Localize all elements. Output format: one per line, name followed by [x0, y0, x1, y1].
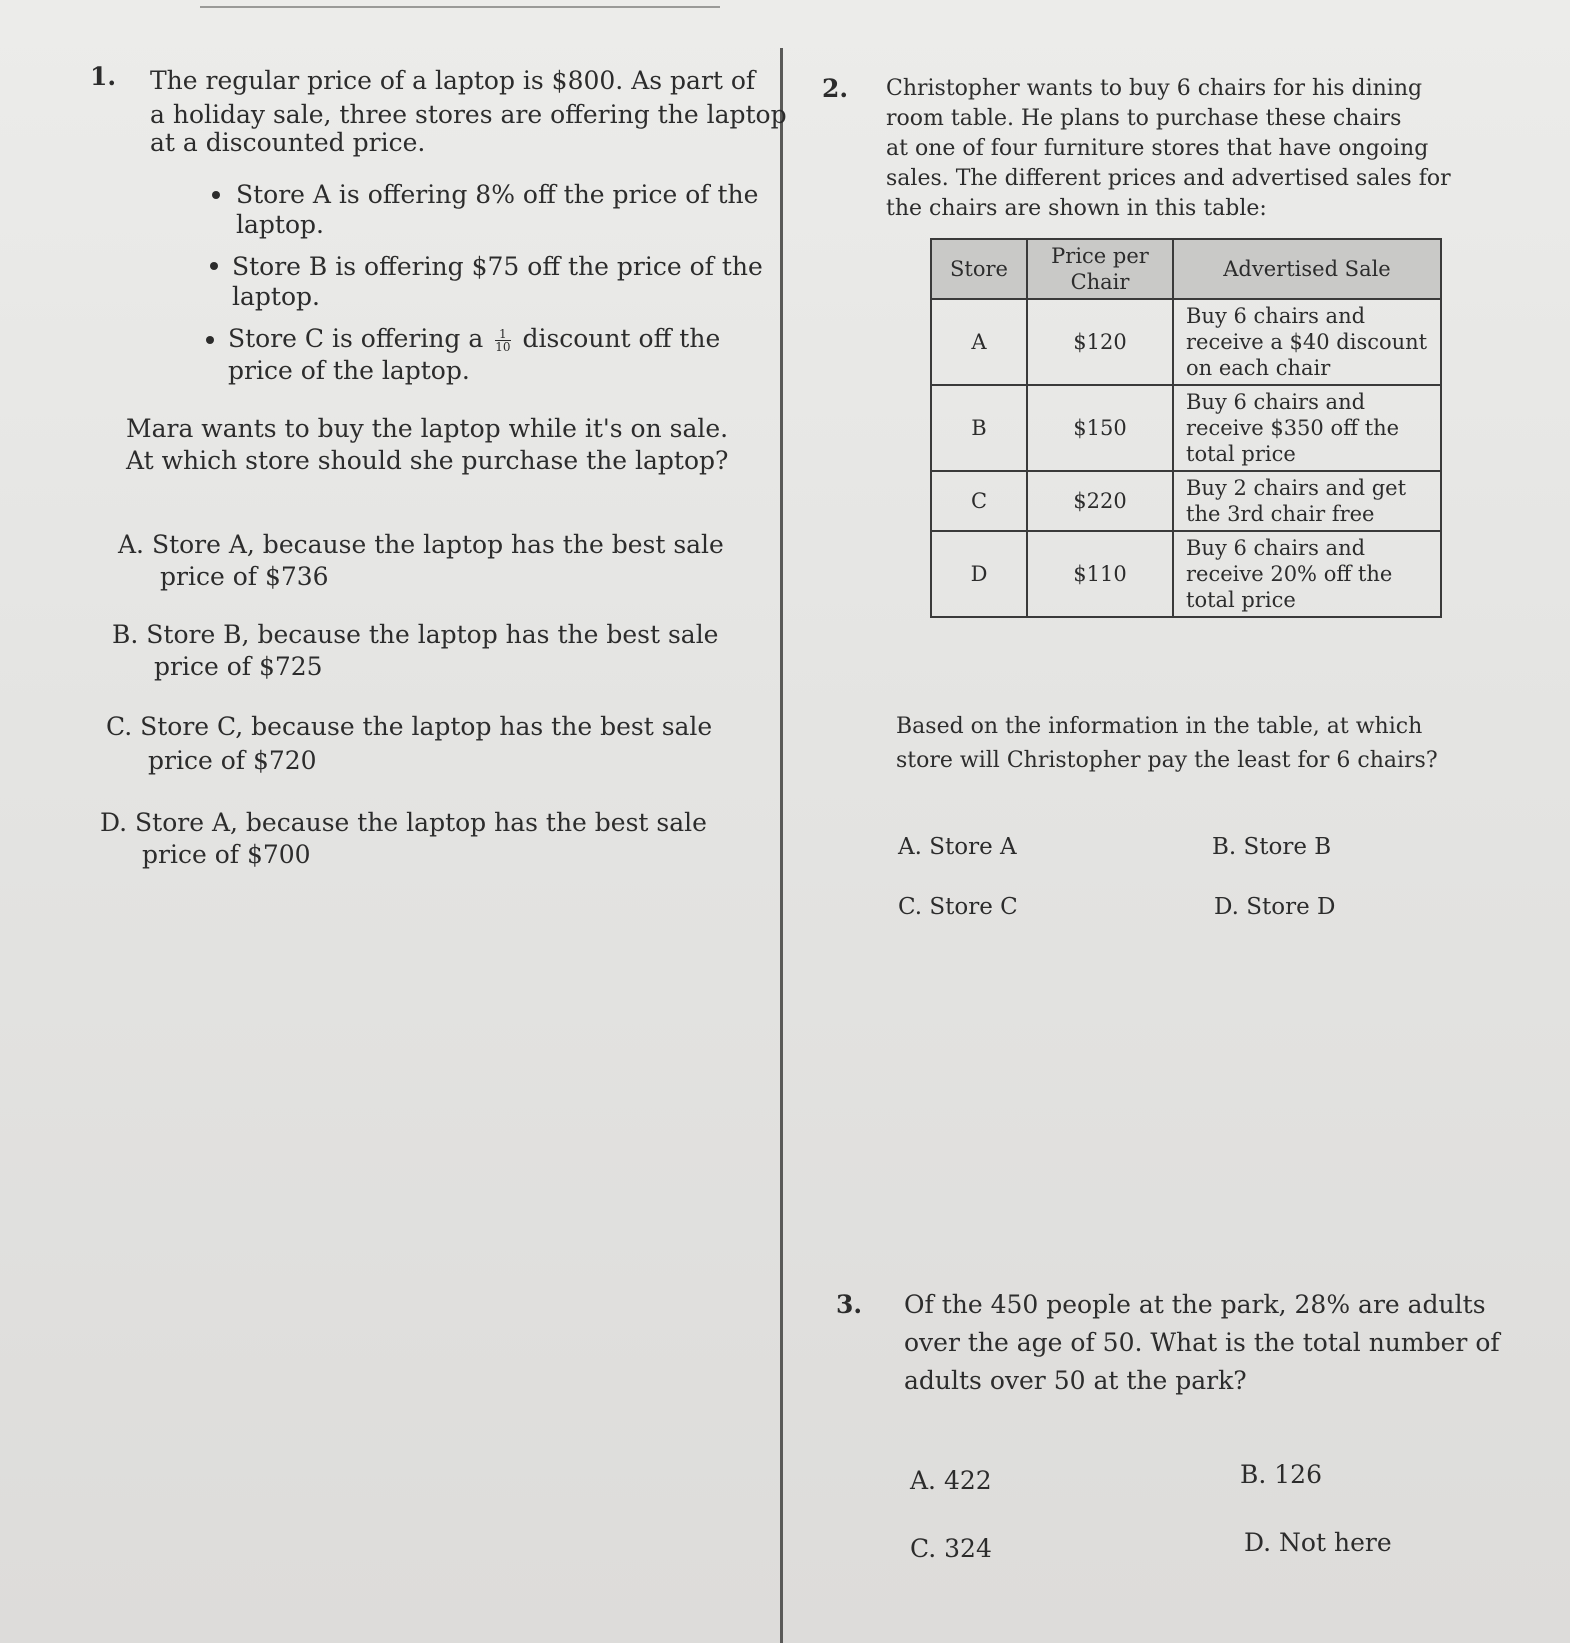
- table-header-row: [931, 239, 1441, 299]
- q1-bullet-c-line2: price of the laptop.: [228, 356, 470, 385]
- price-cell: $120: [1027, 299, 1173, 385]
- bullet-dot: [210, 262, 218, 270]
- q2-number: 2.: [822, 74, 849, 103]
- price-cell: $220: [1027, 471, 1173, 531]
- q1-option-a-line1[interactable]: A. Store A, because the laptop has the best sale: [118, 530, 724, 559]
- q1-intro-line2: a holiday sale, three stores are offering the laptop: [150, 100, 787, 129]
- q2-option-b[interactable]: B. Store B: [1212, 834, 1332, 860]
- table-row: [931, 531, 1441, 617]
- q1-option-d-line1[interactable]: D. Store A, because the laptop has the best sale: [100, 808, 707, 837]
- bullet-dot: [212, 191, 220, 199]
- q3-option-a[interactable]: A. 422: [910, 1466, 992, 1495]
- column-divider: [780, 48, 783, 1643]
- store-cell: A: [931, 299, 1027, 385]
- bullet-dot: [206, 336, 214, 344]
- q2-option-c[interactable]: C. Store C: [898, 894, 1018, 920]
- q1-question-line2: At which store should she purchase the laptop?: [126, 446, 729, 475]
- q2-intro-line5: the chairs are shown in this table:: [886, 196, 1267, 221]
- q2-intro-line4: sales. The different prices and advertised sales for: [886, 166, 1451, 191]
- q1-bullet-a-line2: laptop.: [236, 210, 324, 239]
- q2-option-a[interactable]: A. Store A: [898, 834, 1017, 860]
- sale-cell: Buy 6 chairs and receive $350 off the total price: [1173, 385, 1441, 471]
- q1-bullet-c-before: Store C is offering a: [228, 324, 484, 353]
- q1-bullet-b-line2: laptop.: [232, 282, 320, 311]
- header-price-per-chair: Price per Chair: [1027, 239, 1173, 299]
- q1-option-c-line2[interactable]: price of $720: [148, 746, 317, 775]
- sale-cell: Buy 2 chairs and get the 3rd chair free: [1173, 471, 1441, 531]
- q1-number: 1.: [90, 62, 117, 91]
- header-store: Store: [931, 239, 1027, 299]
- q3-question-line3: adults over 50 at the park?: [904, 1366, 1247, 1395]
- q1-option-c-line1[interactable]: C. Store C, because the laptop has the best sale: [106, 712, 713, 741]
- table-row: [931, 471, 1441, 531]
- q3-option-c[interactable]: C. 324: [910, 1534, 992, 1563]
- q3-number: 3.: [836, 1290, 863, 1319]
- table-row: [931, 385, 1441, 471]
- q2-question-line2: store will Christopher pay the least for 6 chairs?: [896, 748, 1438, 773]
- q2-intro-line3: at one of four furniture stores that have ongoing: [886, 136, 1429, 161]
- q2-option-d[interactable]: D. Store D: [1214, 894, 1336, 920]
- table-row: [931, 299, 1441, 385]
- q1-intro-line1: The regular price of a laptop is $800. As part of: [150, 66, 756, 95]
- q1-option-d-line2[interactable]: price of $700: [142, 840, 311, 869]
- sale-cell: Buy 6 chairs and receive a $40 discount on each chair: [1173, 299, 1441, 385]
- q3-option-b[interactable]: B. 126: [1240, 1460, 1322, 1489]
- q1-bullet-c-line1: [228, 324, 720, 354]
- store-cell: B: [931, 385, 1027, 471]
- store-cell: C: [931, 471, 1027, 531]
- fraction-denominator: 10: [495, 340, 511, 354]
- header-advertised-sale: Advertised Sale: [1173, 239, 1441, 299]
- price-cell: $110: [1027, 531, 1173, 617]
- q2-intro-line1: Christopher wants to buy 6 chairs for his dining: [886, 76, 1423, 101]
- q1-question-line1: Mara wants to buy the laptop while it's on sale.: [126, 414, 729, 443]
- store-cell: D: [931, 531, 1027, 617]
- q1-option-a-line2[interactable]: price of $736: [160, 562, 329, 591]
- fraction: [495, 328, 510, 353]
- q1-option-b-line1[interactable]: B. Store B, because the laptop has the best sale: [112, 620, 719, 649]
- q1-bullet-c-after: discount off the: [522, 324, 721, 353]
- sale-cell: Buy 6 chairs and receive 20% off the total price: [1173, 531, 1441, 617]
- price-cell: $150: [1027, 385, 1173, 471]
- q2-question-line1: Based on the information in the table, at which: [896, 714, 1423, 739]
- top-rule: [200, 6, 720, 8]
- fraction-numerator: 1: [495, 328, 510, 341]
- q1-intro-line3: at a discounted price.: [150, 128, 426, 157]
- q3-question-line2: over the age of 50. What is the total number of: [904, 1328, 1500, 1357]
- q1-bullet-b-line1: Store B is offering $75 off the price of the: [232, 252, 763, 281]
- q3-option-d[interactable]: D. Not here: [1244, 1528, 1392, 1557]
- q1-option-b-line2[interactable]: price of $725: [154, 652, 323, 681]
- q3-question-line1: Of the 450 people at the park, 28% are adults: [904, 1290, 1486, 1319]
- q2-intro-line2: room table. He plans to purchase these chairs: [886, 106, 1402, 131]
- q1-bullet-a-line1: Store A is offering 8% off the price of the: [236, 180, 759, 209]
- chair-sales-table: [930, 238, 1442, 618]
